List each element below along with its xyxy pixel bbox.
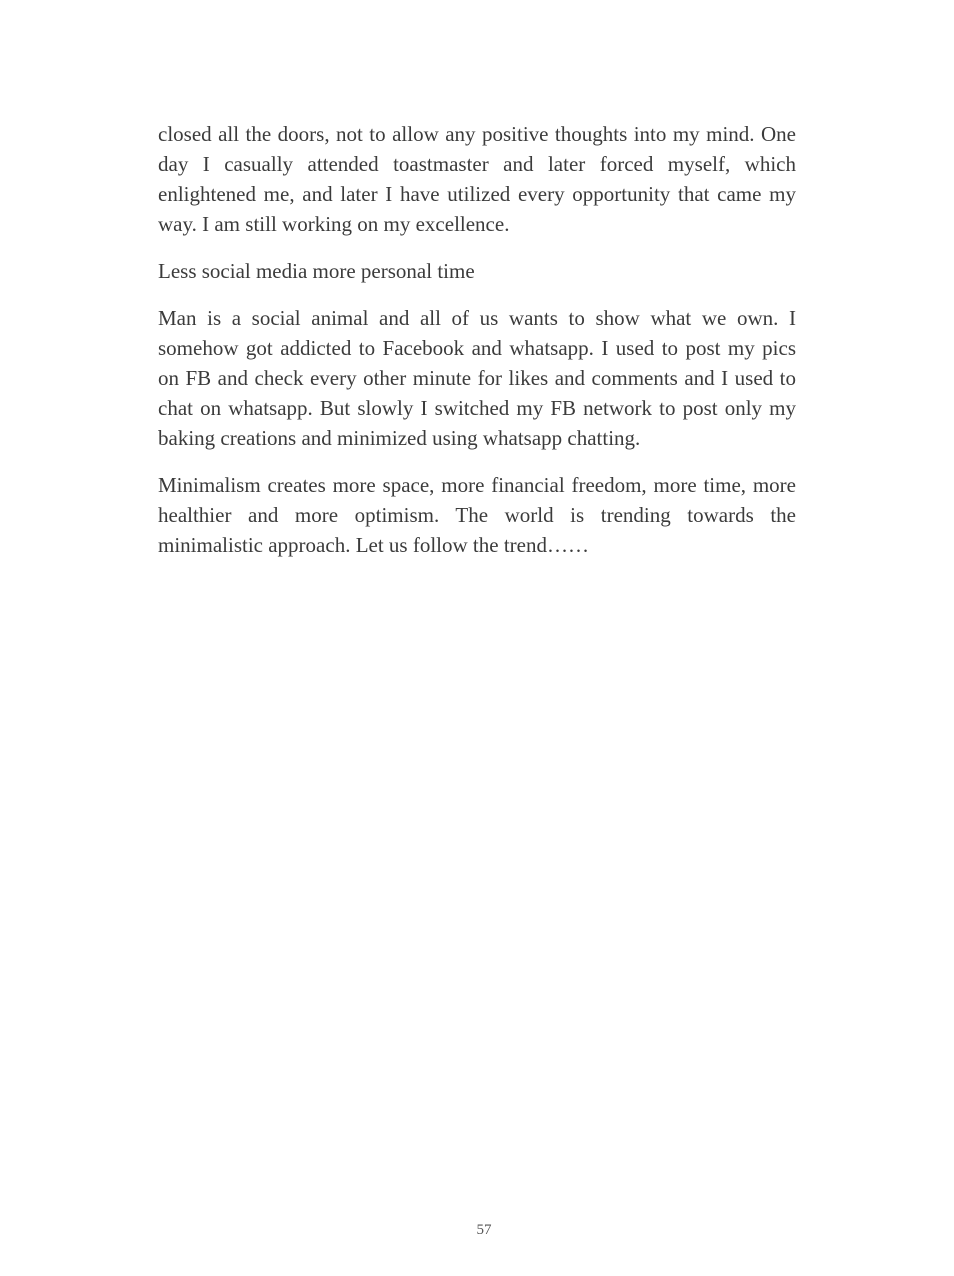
paragraph-social-animal: Man is a social animal and all of us wants to show what we own. I somehow got addicted to Facebook and whatsapp. I used to post my pics on FB and check every other minute for likes and comments and I used to chat on whatsapp. But slowly I switched my FB network to post only my baking creations and minimized using whatsapp chatting. bbox=[158, 306, 796, 450]
page-number: 57 bbox=[476, 1222, 492, 1238]
paragraph-excellence: closed all the doors, not to allow any positive thoughts into my mind. One day I casually attended toastmaster and later forced myself, which enlightened me, and later I have utilized every opportunity that came my way. I am still working on my excellence. bbox=[158, 122, 796, 236]
body-text bbox=[158, 119, 796, 577]
section-heading-social-media: Less social media more personal time bbox=[158, 259, 475, 283]
paragraph-minimalism: Minimalism creates more space, more financial freedom, more time, more healthier and more optimism. The world is trending towards the minimalistic approach. Let us follow the trend…… bbox=[158, 473, 796, 557]
